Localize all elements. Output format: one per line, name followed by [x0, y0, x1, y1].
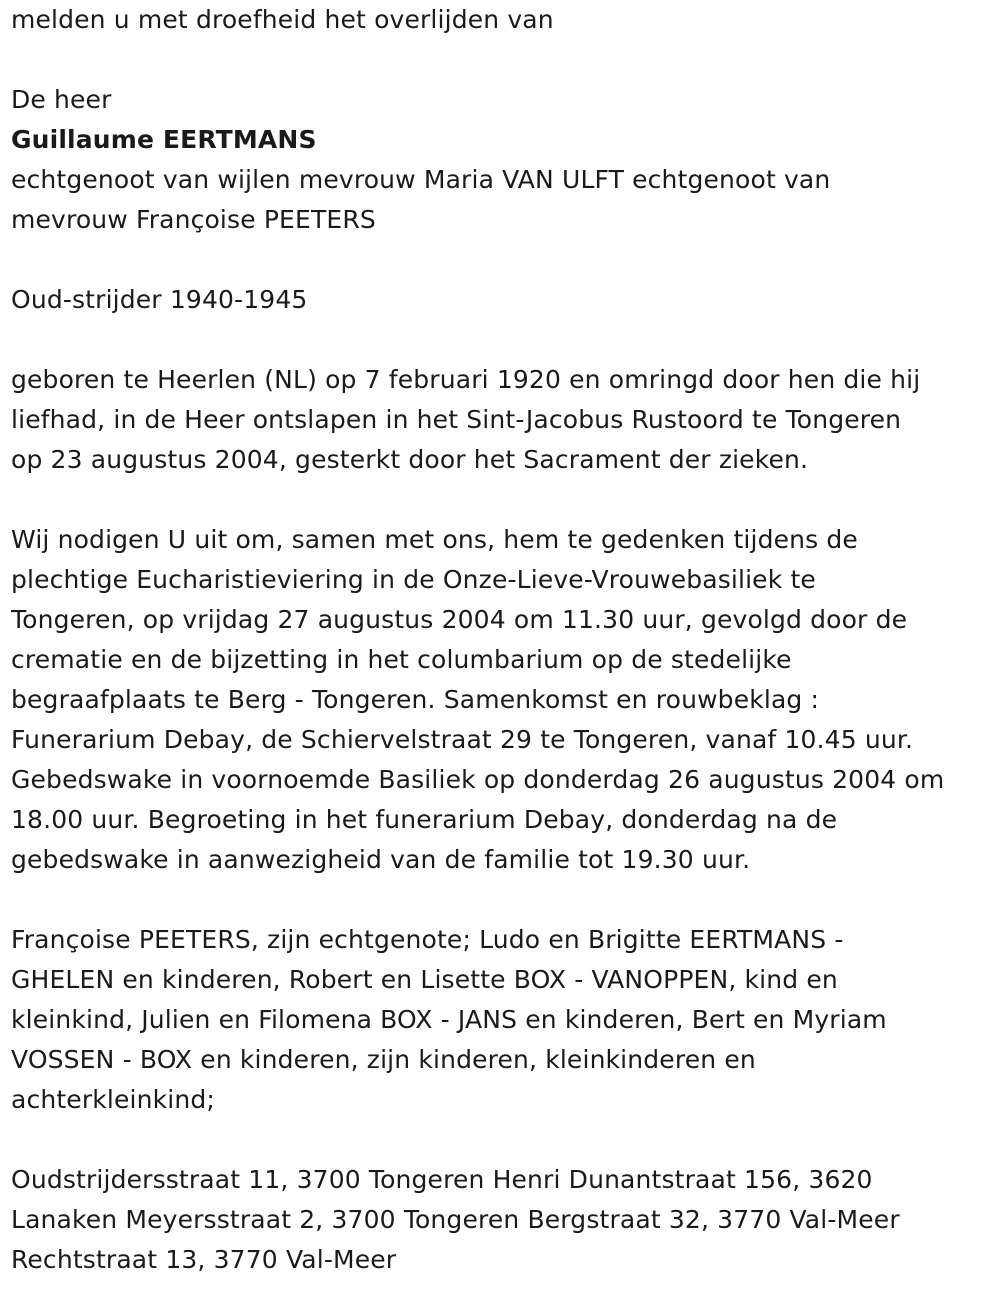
paragraph-line: Wij nodigen U uit om, samen met ons, hem te gedenken tijdens de: [11, 525, 858, 554]
paragraph-line: geboren te Heerlen (NL) op 7 februari 1920 en omringd door hen die hij: [11, 365, 921, 394]
paragraph-line: achterkleinkind;: [11, 1085, 215, 1114]
paragraph-line: VOSSEN - BOX en kinderen, zijn kinderen, kleinkinderen en: [11, 1045, 756, 1074]
paragraph-line: op 23 augustus 2004, gesterkt door het Sacrament der zieken.: [11, 445, 809, 474]
address-line: Oudstrijdersstraat 11, 3700 Tongeren Henri Dunantstraat 156, 3620: [11, 1165, 873, 1194]
address-paragraph: [11, 1160, 991, 1280]
spacer: [11, 480, 991, 520]
paragraph-line: gebedswake in aanwezigheid van de familie tot 19.30 uur.: [11, 845, 751, 874]
paragraph-line: 18.00 uur. Begroeting in het funerarium Debay, donderdag na de: [11, 805, 838, 834]
spouse-line: mevrouw Françoise PEETERS: [11, 205, 376, 234]
paragraph-line: Gebedswake in voornoemde Basiliek op donderdag 26 augustus 2004 om: [11, 765, 945, 794]
paragraph-line: Françoise PEETERS, zijn echtgenote; Ludo en Brigitte EERTMANS -: [11, 925, 844, 954]
spacer: [11, 880, 991, 920]
intro-text: melden u met droefheid het overlijden van: [11, 5, 554, 34]
paragraph-line: kleinkind, Julien en Filomena BOX - JANS en kinderen, Bert en Myriam: [11, 1005, 887, 1034]
paragraph-line: Tongeren, op vrijdag 27 augustus 2004 om 11.30 uur, gevolgd door de: [11, 605, 908, 634]
veteran-text: Oud-strijder 1940-1945: [11, 285, 308, 314]
paragraph-line: Funerarium Debay, de Schiervelstraat 29 te Tongeren, vanaf 10.45 uur.: [11, 725, 914, 754]
spouse-line: echtgenoot van wijlen mevrouw Maria VAN ULFT echtgenoot van: [11, 165, 831, 194]
paragraph-line: begraafplaats te Berg - Tongeren. Samenkomst en rouwbeklag :: [11, 685, 820, 714]
spacer: [11, 320, 991, 360]
spacer: [11, 240, 991, 280]
spacer: [11, 1120, 991, 1160]
paragraph-line: crematie en de bijzetting in het columbarium op de stedelijke: [11, 645, 792, 674]
paragraph-line: liefhad, in de Heer ontslapen in het Sint-Jacobus Rustoord te Tongeren: [11, 405, 902, 434]
spacer: [11, 40, 991, 80]
family-paragraph: [11, 920, 991, 1120]
spouse-paragraph: [11, 160, 991, 240]
ceremony-paragraph: [11, 520, 991, 880]
paragraph-line: plechtige Eucharistieviering in de Onze-Lieve-Vrouwebasiliek te: [11, 565, 816, 594]
address-line: Rechtstraat 13, 3770 Val-Meer: [11, 1245, 397, 1274]
deceased-name: Guillaume EERTMANS: [11, 125, 317, 154]
address-line: Lanaken Meyersstraat 2, 3700 Tongeren Bergstraat 32, 3770 Val-Meer: [11, 1205, 900, 1234]
death-notice: [11, 0, 991, 1280]
salutation: De heer: [11, 85, 112, 114]
paragraph-line: GHELEN en kinderen, Robert en Lisette BOX - VANOPPEN, kind en: [11, 965, 838, 994]
birth-death-paragraph: [11, 360, 991, 480]
